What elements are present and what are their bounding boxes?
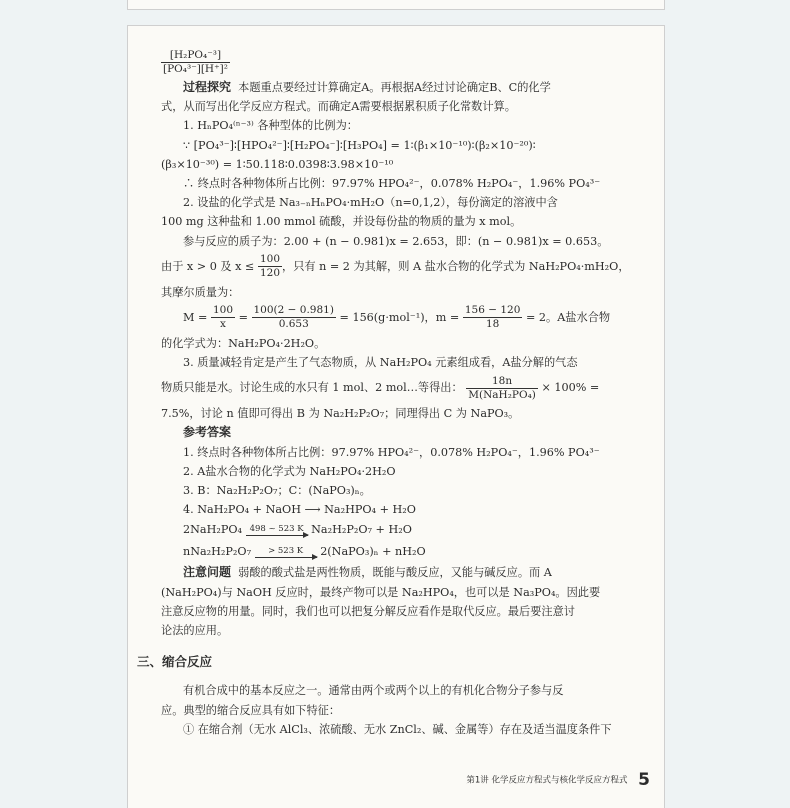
text-line: 应。典型的缩合反应具有如下特征： — [161, 703, 341, 717]
text-line: 其摩尔质量为： — [161, 285, 240, 299]
text-line: 论法的应用。 — [161, 623, 229, 637]
note-heading: 注意问题 — [183, 565, 232, 580]
book-page — [127, 25, 665, 808]
text-line: 注意反应物的用量。同时，我们也可以把复分解反应看作是取代反应。最后要注意讨 — [161, 604, 575, 618]
text-line: 2. 设盐的化学式是 Na₃₋ₙHₙPO₄·mH₂O（n=0,1,2），每份滴定的溶液中含 — [183, 196, 558, 210]
answer-item: 3. B：Na₂H₂P₂O₇；C：(NaPO₃)ₙ。 — [183, 484, 371, 497]
text-line: 参与反应的质子为：2.00 + (n − 0.981)x = 2.653，即：(n − 0.981)x = 0.653。 — [183, 234, 609, 248]
text-line: 的化学式为：NaH₂PO₄·2H₂O。 — [161, 336, 326, 350]
text-line: 1. HₙPO₄⁽ⁿ⁻³⁾ 各种型体的比例为： — [183, 119, 358, 133]
text-line: ∴ 终点时各种物体所占比例：97.97% HPO₄²⁻，0.078% H₂PO₄⁻，1.96% PO₄³⁻ — [183, 176, 601, 190]
top-fraction: $\frac{\text{[H₂PO₄⁻³]}}{\text{[PO₄³⁻][H⁺]²}}$ — [163, 48, 228, 75]
text-line: 100 mg 这种盐和 1.00 mmol 硫酸，并设每份盐的物质的量为 x mol。 — [161, 215, 522, 229]
answer-item: 4. NaH₂PO₄ + NaOH ⟶ Na₂HPO₄ + H₂O — [183, 503, 416, 517]
text-line: (NaH₂PO₄)与 NaOH 反应时，最终产物可以是 Na₂HPO₄，也可以是 Na₃PO₄。因此要 — [161, 585, 601, 599]
reaction-line: 2NaH₂PO₄ 498 ~ 523 K Na₂H₂P₂O₇ + H₂O — [183, 523, 412, 537]
fraction-100-120: $\frac{100}{120}$ — [259, 253, 280, 280]
formula-line: M = $\frac{100}{x}$ = $\frac{100(2 - 0.981)}{0.653}$ = 156(g·mol⁻¹)，m = $\frac{156 - 120}{18}$ = 2。A盐水合物 — [183, 304, 611, 331]
page-number: 5 — [638, 770, 650, 790]
fraction-molar-mass: $\frac{100(2 - 0.981)}{0.653}$ — [253, 304, 334, 331]
text-line: 过程探究 本题重点要经过计算确定A。再根据A经过讨论确定B、C的化学 — [183, 80, 551, 94]
text-line: 由于 x > 0 及 x ≤ $\frac{100}{120}$ ，只有 n = 2 为其解，则 A 盐水合物的化学式为 NaH₂PO₄·mH₂O， — [161, 253, 630, 280]
answer-heading: 参考答案 — [183, 425, 232, 440]
chapter-title: 第1讲 化学反应方程式与核化学反应方程式 — [466, 775, 628, 786]
text-line: 物质只能是水。讨论生成的水只有 1 mol、2 mol…等得出： $\frac{18n}{\text{M(NaH₂PO₄)}}$ × 100% = — [161, 374, 600, 401]
text-line: 7.5%，讨论 n 值即可得出 B 为 Na₂H₂P₂O₇；同理得出 C 为 NaPO₃。 — [161, 407, 520, 421]
process-heading: 过程探究 — [183, 80, 232, 94]
text-line: ① 在缩合剂（无水 AlCl₃、浓硫酸、无水 ZnCl₂、碱、金属等）存在及适当温度条件下 — [183, 722, 612, 736]
fraction-water: $\frac{18n}{\text{M(NaH₂PO₄)}}$ — [468, 374, 536, 401]
reaction-line: nNa₂H₂P₂O₇ > 523 K 2(NaPO₃)ₙ + nH₂O — [183, 545, 426, 559]
text-line: 注意问题 弱酸的酸式盐是两性物质，既能与酸反应，又能与碱反应。而 A — [183, 565, 552, 580]
reaction-arrow: 498 ~ 523 K — [246, 525, 308, 536]
top-fraction-line — [161, 46, 641, 78]
page-content — [137, 46, 641, 739]
page-footer — [466, 770, 650, 790]
text-line: (β₃×10⁻³⁰) = 1∶50.118∶0.0398∶3.98×10⁻¹⁰ — [161, 157, 394, 171]
text-line: 式，从而写出化学反应方程式。而确定A需要根据累积质子化常数计算。 — [161, 100, 516, 114]
section-heading: 三、缩合反应 — [137, 654, 213, 670]
fraction-100-x: $\frac{100}{x}$ — [212, 304, 233, 331]
text-line: ∵ [PO₄³⁻]∶[HPO₄²⁻]∶[H₂PO₄⁻]∶[H₃PO₄] = 1∶(β₁×10⁻¹⁰)∶(β₂×10⁻²⁰)∶ — [183, 138, 536, 152]
text-line: 3. 质量减轻肯定是产生了气态物质，从 NaH₂PO₄ 元素组成看，A盐分解的气态 — [183, 356, 578, 370]
answer-item: 1. 终点时各种物体所占比例：97.97% HPO₄²⁻，0.078% H₂PO₄⁻，1.96% PO₄³⁻ — [183, 445, 600, 459]
answer-item: 2. A盐水合物的化学式为 NaH₂PO₄·2H₂O — [183, 464, 396, 478]
reaction-arrow: > 523 K — [255, 547, 317, 558]
previous-page-edge — [127, 0, 665, 10]
text-line: 有机合成中的基本反应之一。通常由两个或两个以上的有机化合物分子参与反 — [183, 684, 564, 698]
fraction-m: $\frac{156 - 120}{18}$ — [464, 304, 521, 331]
